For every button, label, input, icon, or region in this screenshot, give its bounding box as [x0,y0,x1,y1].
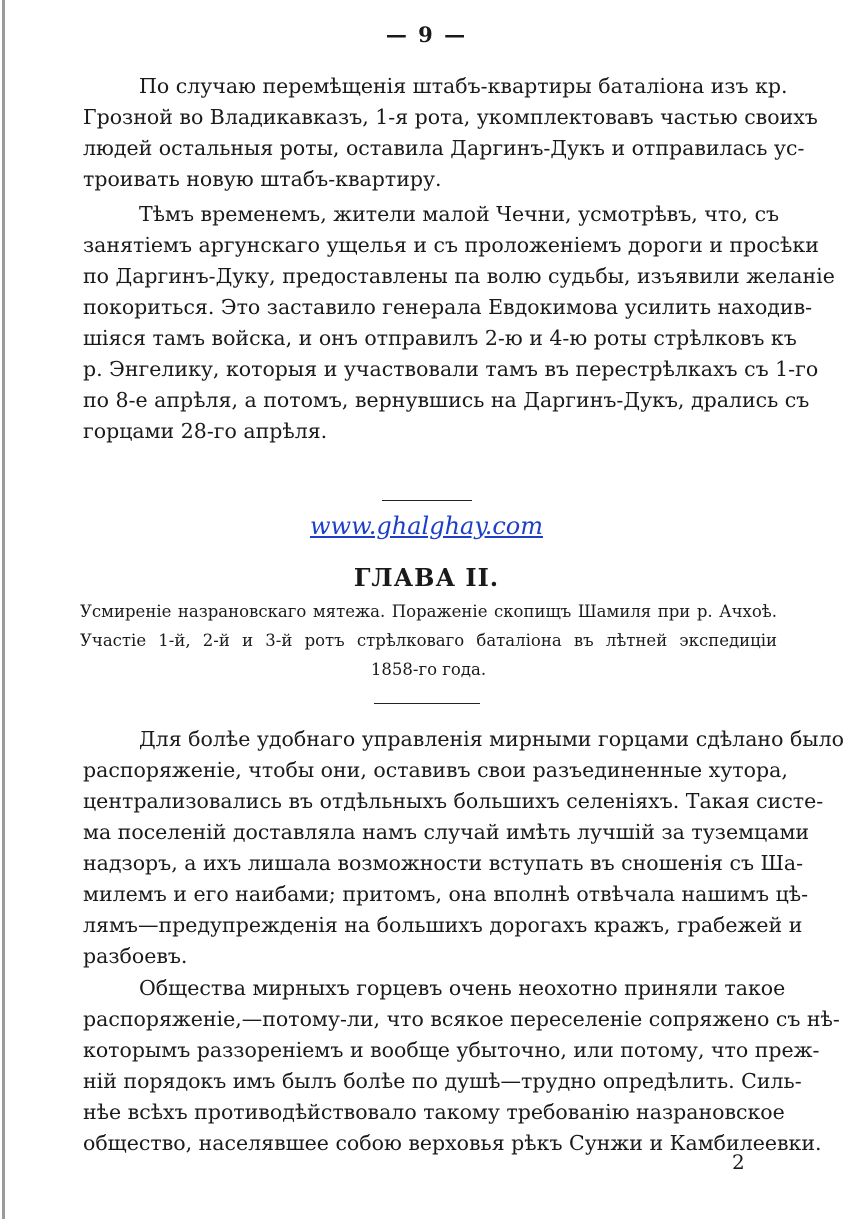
text-line: которымъ раззореніемъ и вообще убыточно, или потому, что преж- [83,1038,820,1062]
text-line: разбоевъ. [83,944,188,968]
text-line: общество, населявшее собою верховья рѣкъ Сунжи и Камбилеевки. [83,1131,822,1155]
subtitle-line: Участіе 1-й, 2-й и 3-й ротъ стрѣлковаго баталіона въ лѣтней экспедиціи [80,631,777,650]
website-watermark-link[interactable]: www.ghalghay.com [310,512,543,540]
text-line: надзоръ, а ихъ лишала возможности вступать въ сношенія съ Ша- [83,851,804,875]
signature-mark: 2 [732,1150,745,1174]
text-line: занятіемъ аргунскаго ущелья и съ проложеніемъ дороги и просѣки [83,233,819,257]
paragraph-resettlement [83,724,844,972]
text-line: По случаю перемѣщенія штабъ-квартиры баталіона изъ кр. [139,74,788,98]
subtitle-line: 1858-го года. [370,660,487,679]
scan-edge-line [2,0,5,1219]
text-line: Грозной во Владикавказъ, 1-я рота, укомплектовавъ частью своихъ [83,105,818,129]
text-line: людей остальныя роты, оставила Даргинъ-Дукъ и отправилась ус- [83,136,805,160]
text-line: централизовались въ отдѣльныхъ большихъ селеніяхъ. Такая систе- [83,789,824,813]
text-line: покориться. Это заставило генерала Евдокимова усилить находив- [83,295,813,319]
paragraph-relocation [83,71,818,195]
text-line: горцами 28-го апрѣля. [83,419,328,443]
chapter-divider [374,703,480,704]
text-line: троивать новую штабъ-квартиру. [83,167,442,191]
text-line: милемъ и его наибами; притомъ, она вполнѣ отвѣчала нашимъ цѣ- [83,882,809,906]
text-line: Тѣмъ временемъ, жители малой Чечни, усмотрѣвъ, что, съ [139,202,780,226]
text-line: по Даргинъ-Дуку, предоставлены па волю судьбы, изъявили желаніе [83,264,835,288]
text-line: ма поселеній доставляла намъ случай имѣть лучшій за туземцами [83,820,810,844]
text-line: шіяся тамъ войска, и онъ отправилъ 2-ю и 4-ю роты стрѣлковъ къ [83,326,797,350]
text-line: лямъ—предупрежденія на большихъ дорогахъ кражъ, грабежей и [83,913,803,937]
text-line: распоряженіе,—потому-ли, что всякое переселеніе сопряжено съ нѣ- [83,1007,840,1031]
text-line: ній порядокъ имъ былъ болѣе по душѣ—трудно опредѣлить. Силь- [83,1069,802,1093]
section-divider [382,500,472,501]
text-line: Для болѣе удобнаго управленія мирными горцами сдѣлано было [139,727,844,751]
text-line: р. Энгелику, которыя и участвовали тамъ въ перестрѣлкахъ съ 1-го [83,357,819,381]
text-line: распоряженіе, чтобы они, оставивъ свои разъединенные хутора, [83,758,788,782]
chapter-subtitle [80,597,777,684]
paragraph-lesser-chechnya [83,199,835,447]
page-number-header: — 9 — [385,22,468,47]
paragraph-nazran-society [83,973,840,1159]
chapter-title: ГЛАВА II. [353,563,500,592]
subtitle-line: Усмиреніе назрановскаго мятежа. Пораженіе скопищъ Шамиля при р. Ачхоѣ. [80,602,777,621]
text-line: по 8-е апрѣля, а потомъ, вернувшись на Даргинъ-Дукъ, дрались съ [83,388,810,412]
text-line: нѣе всѣхъ противодѣйствовало такому требованію назрановское [83,1100,785,1124]
text-line: Общества мирныхъ горцевъ очень неохотно приняли такое [139,976,786,1000]
